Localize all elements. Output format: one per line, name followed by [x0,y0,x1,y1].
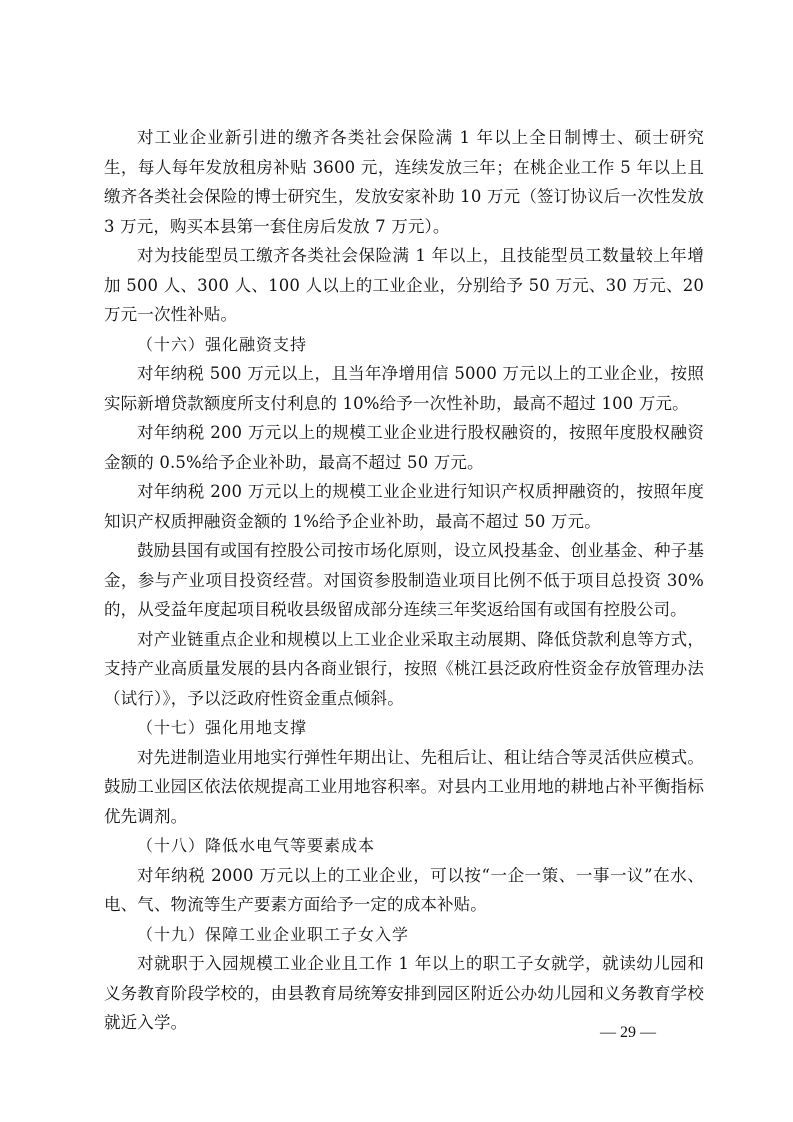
paragraph-equity-financing-subsidy: 对年纳税 200 万元以上的规模工业企业进行股权融资的，按照年度股权融资金额的 0.5%给予企业补助，最高不超过 50 万元。 [104,423,704,472]
section-heading-financing: （十六）强化融资支持 [137,334,308,354]
paragraph-ip-pledge-subsidy: 对年纳税 200 万元以上的规模工业企业进行知识产权质押融资的，按照年度知识产权质押融资金额的 1%给予企业补助，最高不超过 50 万元。 [104,482,704,531]
paragraph-bank-support: 对产业链重点企业和规模以上工业企业采取主动展期、降低贷款利息等方式，支持产业高质量发展的县内各商业银行，按照《桃江县泛政府性资金存放管理办法（试行）》，予以泛政府性资金重点倾斜。 [104,629,704,708]
paragraph-state-fund: 鼓励县国有或国有控股公司按市场化原则，设立风投基金、创业基金、种子基金，参与产业项目投资经营。对国资参股制造业项目比例不低于项目总投资 30%的，从受益年度起项目税收县级留成部分连续三年奖返给国有或国有控股公司。 [104,541,704,619]
page-number: — 29 — [600,1024,656,1041]
section-heading-utility-costs: （十八）降低水电气等要素成本 [137,836,376,855]
document-body [104,123,704,1038]
section-heading-school-enrollment: （十九）保障工业企业职工子女入学 [137,924,410,944]
paragraph-talent-housing-subsidy: 对工业企业新引进的缴齐各类社会保险满 1 年以上全日制博士、硕士研究生，每人每年发放租房补贴 3600 元，连续发放三年；在桃企业工作 5 年以上且缴齐各类社会保险的博士研究生，发放安家补助 10 万元（签订协议后一次性发放 3 万元，购买本县第一套住房后发放 7 万元）。 [104,128,704,236]
paragraph-land-supply: 对先进制造业用地实行弹性年期出让、先租后让、租让结合等灵活供应模式。鼓励工业园区依法依规提高工业用地容积率。对县内工业用地的耕地占补平衡指标优先调剂。 [104,747,704,826]
paragraph-skilled-worker-subsidy: 对为技能型员工缴齐各类社会保险满 1 年以上，且技能型员工数量较上年增加 500 人、300 人、100 人以上的工业企业，分别给予 50 万元、30 万元、20 万元一次性补贴。 [104,246,704,324]
paragraph-school-enrollment: 对就职于入园规模工业企业且工作 1 年以上的职工子女就学，就读幼儿园和义务教育阶段学校的，由县教育局统筹安排到园区附近公办幼儿园和义务教育学校就近入学。 [104,954,704,1032]
paragraph-loan-interest-subsidy: 对年纳税 500 万元以上，且当年净增用信 5000 万元以上的工业企业，按照实际新增贷款额度所支付利息的 10%给予一次性补助，最高不超过 100 万元。 [104,364,704,413]
section-heading-land: （十七）强化用地支撑 [137,718,308,737]
paragraph-utility-subsidy: 对年纳税 2000 万元以上的工业企业，可以按“一企一策、一事一议”在水、电、气、物流等生产要素方面给予一定的成本补贴。 [104,865,704,914]
